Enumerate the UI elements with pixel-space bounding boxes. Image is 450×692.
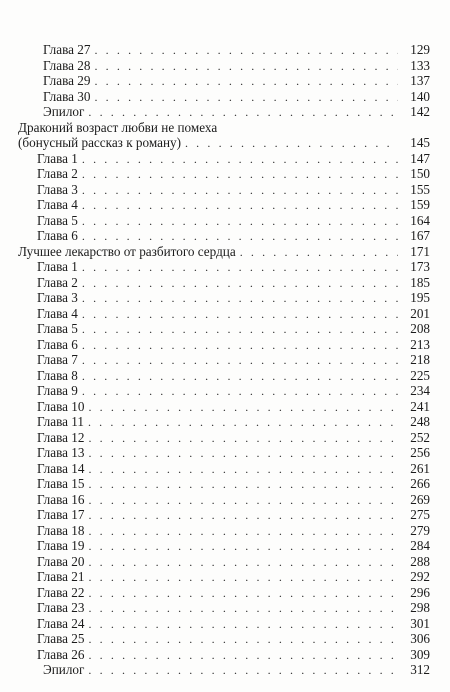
toc-entry (18, 569, 430, 585)
toc-entry (18, 662, 430, 678)
toc-entry (18, 89, 430, 105)
dot-leader (82, 338, 398, 354)
dot-leader (88, 400, 398, 416)
toc-entry-page-number: 306 (410, 631, 430, 646)
dot-leader (88, 446, 398, 462)
toc-entry (18, 492, 430, 508)
toc-entry (18, 120, 430, 136)
toc-entry-page-number: 309 (410, 646, 430, 662)
toc-entry (18, 523, 430, 539)
toc-entry-title: Глава 6 (37, 228, 78, 243)
dot-leader (82, 167, 398, 183)
toc-entry-page-number: 269 (410, 491, 430, 507)
toc-entry-page-number: 133 (410, 57, 430, 73)
toc-entry (18, 631, 430, 647)
toc-entry-title: Глава 3 (37, 181, 78, 197)
dot-leader (82, 353, 398, 369)
toc-entry-title: Глава 17 (37, 507, 85, 522)
dot-leader (88, 415, 398, 431)
toc-entry-page-number: 266 (410, 476, 430, 491)
toc-entry-title: Глава 4 (37, 305, 78, 321)
toc-entry (18, 538, 430, 554)
dot-leader (94, 59, 398, 75)
toc-entry-page-number: 129 (410, 42, 430, 57)
toc-entry-page-number: 173 (410, 259, 430, 274)
dot-leader (88, 431, 398, 447)
toc-entry-title: Глава 14 (37, 460, 85, 476)
dot-leader (82, 260, 398, 276)
toc-entry-title: Глава 24 (37, 615, 85, 631)
toc-entry-page-number: 234 (410, 383, 430, 398)
toc-entry-page-number: 225 (410, 367, 430, 383)
toc-entry (18, 182, 430, 198)
toc-entry-title: Глава 22 (37, 584, 85, 600)
dot-leader (88, 586, 398, 602)
dot-leader (88, 601, 398, 617)
toc-entry-title: Эпилог (43, 662, 85, 677)
dot-leader (82, 307, 398, 323)
toc-entry (18, 368, 430, 384)
toc-entry-title: Глава 26 (37, 646, 85, 662)
toc-entry-page-number: 213 (410, 336, 430, 352)
dot-leader (240, 245, 398, 261)
toc-entry-title: Глава 18 (37, 522, 85, 538)
toc-entry-page-number: 312 (410, 662, 430, 677)
toc-entry-title: Глава 5 (37, 212, 78, 228)
toc-entry-title: Глава 8 (37, 367, 78, 383)
toc-entry (18, 104, 430, 120)
dot-leader (94, 43, 398, 59)
toc-entry-page-number: 164 (410, 212, 430, 228)
toc-entry-page-number: 284 (410, 538, 430, 553)
dot-leader (88, 462, 398, 478)
toc-entry-page-number: 167 (410, 228, 430, 243)
toc-entry-title: Глава 29 (43, 73, 91, 88)
toc-entry-page-number: 137 (410, 73, 430, 88)
dot-leader (88, 539, 398, 555)
toc-entry-page-number: 248 (410, 414, 430, 429)
toc-entry (18, 430, 430, 446)
toc-entry-page-number: 298 (410, 600, 430, 615)
toc-entry-page-number: 301 (410, 615, 430, 631)
toc-entry-page-number: 147 (410, 150, 430, 166)
toc-entry-title: Глава 1 (37, 150, 78, 166)
toc-entry-title: Лучшее лекарство от разбитого сердца (18, 243, 236, 259)
toc-entry-title: Глава 20 (37, 553, 85, 569)
dot-leader (88, 617, 398, 633)
toc-entry (18, 585, 430, 601)
toc-entry-title: Глава 2 (37, 166, 78, 181)
toc-entry (18, 166, 430, 182)
toc-entry-title: Глава 30 (43, 88, 91, 104)
toc-entry (18, 616, 430, 632)
toc-entry-title: Глава 16 (37, 491, 85, 507)
toc-entry-title: Драконий возраст любви не помеха (18, 119, 218, 135)
toc-entry (18, 58, 430, 74)
toc-entry-title: Глава 7 (37, 352, 78, 367)
toc-entry-title: Глава 23 (37, 600, 85, 615)
toc-entry (18, 197, 430, 213)
toc-entry (18, 647, 430, 663)
toc-entry (18, 306, 430, 322)
toc-entry (18, 414, 430, 430)
toc-entry-page-number: 218 (410, 352, 430, 367)
table-of-contents (18, 42, 430, 678)
toc-entry-title: (бонусный рассказ к роману) (18, 135, 181, 150)
dot-leader (94, 74, 398, 90)
toc-entry (18, 337, 430, 353)
toc-entry-title: Глава 25 (37, 631, 85, 646)
toc-entry-page-number: 252 (410, 429, 430, 445)
dot-leader (82, 291, 398, 307)
toc-entry (18, 244, 430, 260)
toc-entry (18, 383, 430, 399)
dot-leader (88, 477, 398, 493)
toc-entry-page-number: 256 (410, 445, 430, 460)
toc-entry-title: Глава 19 (37, 538, 85, 553)
dot-leader (82, 384, 398, 400)
toc-entry-title: Глава 2 (37, 274, 78, 290)
toc-entry-page-number: 155 (410, 181, 430, 197)
toc-entry-title: Глава 15 (37, 476, 85, 491)
dot-leader (88, 648, 398, 664)
toc-entry (18, 42, 430, 58)
toc-entry-page-number: 279 (410, 522, 430, 538)
toc-entry-title: Глава 21 (37, 569, 85, 584)
toc-entry (18, 554, 430, 570)
dot-leader (82, 369, 398, 385)
dot-leader (88, 493, 398, 509)
dot-leader (82, 276, 398, 292)
toc-entry-page-number: 261 (410, 460, 430, 476)
toc-entry-page-number: 292 (410, 569, 430, 584)
toc-entry (18, 321, 430, 337)
dot-leader (82, 152, 398, 168)
toc-entry-title: Глава 13 (37, 445, 85, 460)
toc-entry-page-number: 142 (410, 104, 430, 119)
dot-leader (82, 229, 398, 245)
dot-leader (94, 90, 398, 106)
dot-leader (88, 632, 398, 648)
toc-entry-title: Глава 28 (43, 57, 91, 73)
toc-entry-page-number: 241 (410, 398, 430, 414)
toc-entry-page-number: 201 (410, 305, 430, 321)
dot-leader (82, 214, 398, 230)
toc-entry-title: Глава 4 (37, 197, 78, 212)
toc-entry (18, 600, 430, 616)
toc-entry-page-number: 150 (410, 166, 430, 181)
toc-entry-page-number: 140 (410, 88, 430, 104)
toc-entry-page-number: 145 (410, 135, 430, 150)
dot-leader (88, 555, 398, 571)
dot-leader (82, 183, 398, 199)
toc-entry-page-number: 208 (410, 321, 430, 336)
toc-entry-title: Глава 1 (37, 259, 78, 274)
dot-leader (88, 105, 398, 121)
dot-leader (82, 322, 398, 338)
dot-leader (88, 663, 398, 679)
dot-leader (185, 136, 398, 152)
toc-entry-page-number: 195 (410, 290, 430, 305)
toc-entry (18, 290, 430, 306)
toc-entry (18, 275, 430, 291)
toc-entry (18, 151, 430, 167)
toc-entry (18, 73, 430, 89)
toc-entry-page-number: 185 (410, 274, 430, 290)
toc-entry (18, 352, 430, 368)
toc-entry (18, 259, 430, 275)
toc-entry-title: Глава 3 (37, 290, 78, 305)
dot-leader (88, 524, 398, 540)
toc-entry-page-number: 275 (410, 507, 430, 522)
toc-entry-title: Глава 6 (37, 336, 78, 352)
toc-entry-page-number: 171 (410, 243, 430, 259)
toc-entry (18, 461, 430, 477)
toc-entry-title: Глава 9 (37, 383, 78, 398)
dot-leader (82, 198, 398, 214)
toc-entry (18, 228, 430, 244)
toc-entry-title: Глава 5 (37, 321, 78, 336)
toc-entry (18, 135, 430, 151)
toc-entry (18, 507, 430, 523)
toc-entry-title: Глава 12 (37, 429, 85, 445)
toc-entry-title: Глава 27 (43, 42, 91, 57)
toc-entry-page-number: 159 (410, 197, 430, 212)
toc-entry-title: Эпилог (43, 104, 85, 119)
toc-entry (18, 445, 430, 461)
dot-leader (88, 570, 398, 586)
dot-leader (88, 508, 398, 524)
toc-entry-page-number: 288 (410, 553, 430, 569)
toc-entry (18, 399, 430, 415)
toc-entry-page-number: 296 (410, 584, 430, 600)
toc-entry (18, 213, 430, 229)
toc-entry-title: Глава 11 (37, 414, 84, 429)
toc-entry-title: Глава 10 (37, 398, 85, 414)
toc-entry (18, 476, 430, 492)
